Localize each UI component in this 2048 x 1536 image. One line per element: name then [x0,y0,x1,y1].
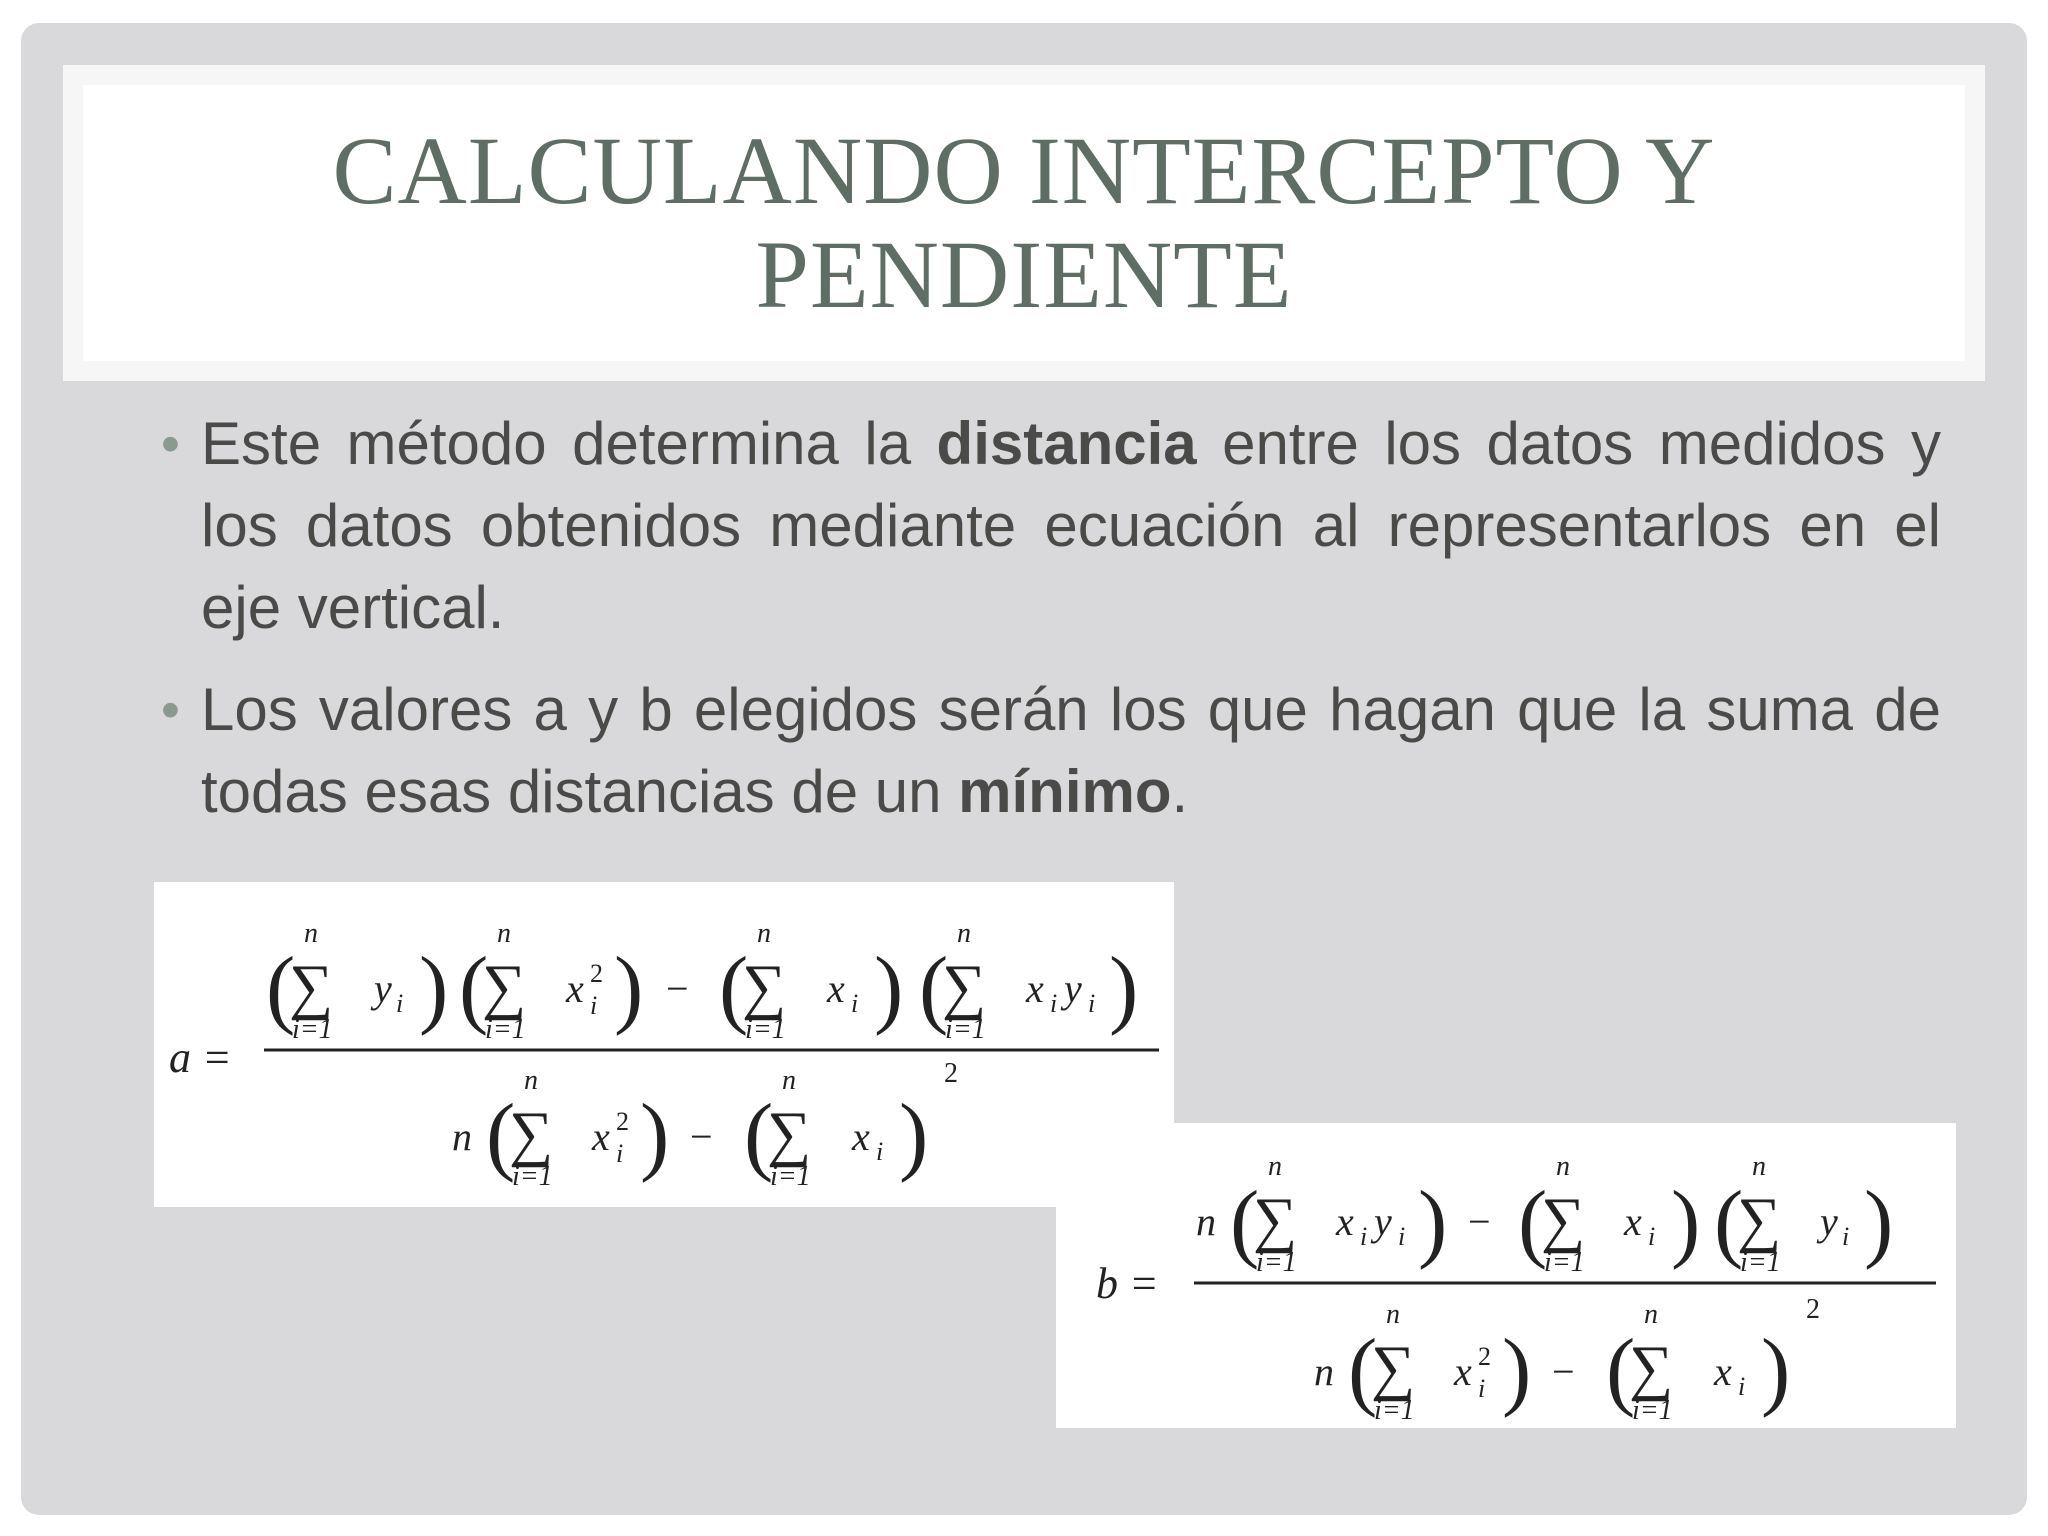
slide-title-line-2: PENDIENTE [755,221,1293,328]
sum-bottom: i=1 [1374,1395,1415,1426]
superscript: 2 [944,1058,958,1089]
sum-bottom: i=1 [770,1161,811,1192]
subscript: i [1398,1222,1406,1251]
term: x [827,966,845,1011]
paren: ) [1109,940,1139,1037]
subscript: i [876,1137,884,1166]
subscript: i [1738,1372,1746,1401]
term: y [1374,1199,1392,1244]
bullet-item-1 [141,403,1941,649]
superscript: 2 [616,1107,629,1136]
formula-a-svg [154,882,1174,1207]
sum-bottom: i=1 [1256,1247,1297,1278]
sum-symbol: ∑ [942,953,987,1021]
paren: ( [1606,1322,1636,1419]
formula-a-image [154,882,1174,1207]
subscript: i [396,989,404,1018]
slide [21,23,2027,1515]
paren: ) [1671,1174,1701,1271]
denominator [1314,1294,1820,1426]
formula-lhs: b = [1096,1259,1159,1308]
paren: ) [1502,1322,1532,1419]
sum-bottom: i=1 [1740,1247,1781,1278]
formula-b-image [1056,1123,1956,1428]
subscript: i [616,1139,624,1168]
numerator [266,918,1138,1045]
paren: ( [719,940,749,1037]
minus: − [690,1114,713,1159]
paren: ( [459,940,489,1037]
title-box [63,65,1985,381]
sum-top: n [1752,1151,1766,1182]
minus: − [666,966,689,1011]
term: x [1454,1349,1472,1394]
minus: − [1552,1349,1575,1394]
bullet-text: Este método determina la [201,410,937,477]
sum-bottom: i=1 [512,1161,553,1192]
sum-symbol: ∑ [509,1100,554,1168]
sum-top: n [524,1065,538,1096]
subscript: i [1360,1222,1368,1251]
paren: ( [1348,1322,1378,1419]
subscript: i [1648,1222,1656,1251]
paren: ) [1864,1174,1894,1271]
n-term: n [1196,1199,1216,1244]
paren: ( [486,1087,516,1184]
sum-bottom: i=1 [292,1014,333,1045]
term: y [1820,1199,1838,1244]
minus: − [1468,1199,1491,1244]
sum-bottom: i=1 [1544,1247,1585,1278]
subscript: i [1842,1222,1850,1251]
bullet-text: . [1171,758,1189,825]
paren: ( [1714,1174,1744,1271]
sum-symbol: ∑ [767,1100,812,1168]
term: x [592,1114,610,1159]
sum-top: n [497,918,511,949]
term: x [1714,1349,1732,1394]
sum-symbol: ∑ [1253,1186,1298,1254]
term: y [1064,966,1082,1011]
term: x [1026,966,1044,1011]
sum-symbol: ∑ [1629,1334,1674,1402]
superscript: 2 [1806,1294,1820,1325]
subscript: i [851,989,859,1018]
superscript: 2 [1478,1342,1491,1371]
sum-top: n [757,918,771,949]
sum-bottom: i=1 [745,1014,786,1045]
sum-bottom: i=1 [945,1014,986,1045]
paren: ) [614,940,644,1037]
sum-top: n [782,1065,796,1096]
sum-symbol: ∑ [1737,1186,1782,1254]
n-term: n [1314,1349,1334,1394]
bullet-list [141,403,1941,853]
subscript: i [1088,989,1096,1018]
sum-top: n [1644,1299,1658,1330]
term: y [374,966,392,1011]
paren: ) [1761,1322,1791,1419]
denominator [452,1058,958,1192]
sum-top: n [304,918,318,949]
subscript: i [1050,989,1058,1018]
bullet-bold-text: distancia [936,410,1197,477]
paren: ( [919,940,949,1037]
term: x [1624,1199,1642,1244]
term: x [852,1114,870,1159]
sum-top: n [1386,1299,1400,1330]
term: x [1336,1199,1354,1244]
sum-top: n [1556,1151,1570,1182]
paren: ) [419,940,449,1037]
bullet-marker: • [161,680,180,740]
sum-symbol: ∑ [1541,1186,1586,1254]
subscript: i [1478,1374,1486,1403]
title-inner [83,85,1965,361]
sum-symbol: ∑ [742,953,787,1021]
sum-symbol: ∑ [482,953,527,1021]
formula-b-svg [1056,1123,1956,1428]
paren: ) [640,1087,670,1184]
paren: ( [744,1087,774,1184]
bullet-text: entre los datos medidos y los datos obtenidos mediante ecuación al representarlos en el eje vertical. [201,410,1941,641]
sum-bottom: i=1 [1632,1395,1673,1426]
sum-top: n [957,918,971,949]
paren: ) [874,940,904,1037]
paren: ) [899,1087,929,1184]
paren: ( [1518,1174,1548,1271]
formula-lhs: a = [169,1033,232,1082]
term: x [566,966,584,1011]
paren: ( [266,940,296,1037]
paren: ( [1230,1174,1260,1271]
bullet-text: Los valores a y b elegidos serán los que hagan que la suma de todas esas distancias de un [201,676,1941,825]
sum-top: n [1268,1151,1282,1182]
bullet-item-2 [141,669,1941,833]
n-term: n [452,1114,472,1159]
numerator [1196,1151,1893,1278]
bullet-marker: • [161,414,180,474]
paren: ) [1418,1174,1448,1271]
superscript: 2 [590,959,603,988]
bullet-bold-text: mínimo [958,758,1172,825]
sum-symbol: ∑ [1371,1334,1416,1402]
subscript: i [590,991,598,1020]
sum-symbol: ∑ [289,953,334,1021]
slide-title-line-1: CALCULANDO INTERCEPTO Y [332,117,1716,224]
sum-bottom: i=1 [485,1014,526,1045]
